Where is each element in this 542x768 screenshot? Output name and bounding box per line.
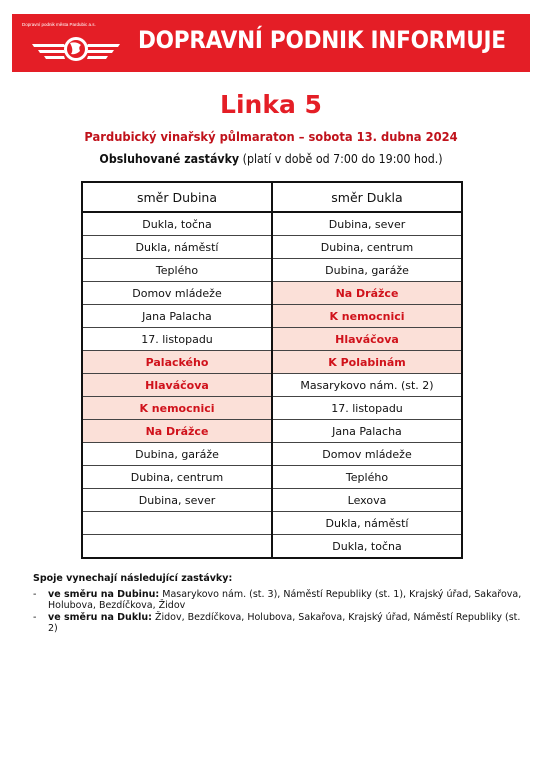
stop-cell-dubina: Teplého [82,259,272,282]
table-row [82,305,462,328]
table-row [82,259,462,282]
table-row [82,420,462,443]
stops-table [81,181,463,559]
header-banner [12,14,530,72]
company-caption: Dopravní podnik města Pardubic a.s. [22,22,96,27]
company-logo [20,20,130,68]
header-title: DOPRAVNÍ PODNIK INFORMUJE [138,26,506,54]
stop-cell-dubina: Jana Palacha [82,305,272,328]
event-subtitle: Pardubický vinařský půlmaraton – sobota 13. dubna 2024 [84,129,458,144]
table-row [82,212,462,236]
skipped-stops-section [33,573,523,635]
stop-cell-dubina [82,512,272,535]
table-row [82,535,462,559]
skipped-stops-list: Masarykovo nám. (st. 3), Náměstí Republiky (st. 1), Krajský úřad, Sakařova, Holubova, Bezdíčkova, Židov [48,588,522,611]
table-row [82,328,462,351]
table-row [82,443,462,466]
table-row [82,236,462,259]
stop-cell-dubina: K nemocnici [82,397,272,420]
stop-cell-dukla: Dukla, točna [272,535,462,559]
stop-cell-dukla: Dubina, sever [272,212,462,236]
stop-cell-dubina: Hlaváčova [82,374,272,397]
table-row [82,374,462,397]
skipped-direction-label: ve směru na Duklu: [48,611,152,623]
stop-cell-dukla: Teplého [272,466,462,489]
skipped-stops-item-dukla [33,612,523,635]
dpmp-winged-logo-icon [30,32,122,66]
table-row [82,489,462,512]
stop-cell-dubina: Dubina, garáže [82,443,272,466]
served-stops-label: Obsluhované zastávky [99,152,240,166]
stop-cell-dukla: Jana Palacha [272,420,462,443]
served-stops-caption [22,152,521,166]
stop-cell-dubina: Dukla, náměstí [82,236,272,259]
stop-cell-dukla: Na Drážce [272,282,462,305]
list-dash: - [33,588,37,600]
stop-cell-dukla: K nemocnici [272,305,462,328]
stop-cell-dubina: 17. listopadu [82,328,272,351]
stop-cell-dubina: Domov mládeže [82,282,272,305]
column-header-dubina: směr Dubina [82,182,272,212]
page-title: Linka 5 [220,90,322,119]
skipped-stops-heading: Spoje vynechají následující zastávky: [33,573,233,584]
stop-cell-dukla: Masarykovo nám. (st. 2) [272,374,462,397]
skipped-stops-list: Židov, Bezdíčkova, Holubova, Sakařova, Krajský úřad, Náměstí Republiky (st. 2) [48,611,521,634]
stop-cell-dubina [82,535,272,559]
table-row [82,397,462,420]
table-header-row [82,182,462,212]
table-row [82,466,462,489]
table-row [82,351,462,374]
stop-cell-dukla: 17. listopadu [272,397,462,420]
stop-cell-dukla: Hlaváčova [272,328,462,351]
table-row [82,512,462,535]
stop-cell-dubina: Dubina, sever [82,489,272,512]
stop-cell-dukla: Lexova [272,489,462,512]
stop-cell-dukla: Dubina, centrum [272,236,462,259]
stop-cell-dubina: Dubina, centrum [82,466,272,489]
stop-cell-dubina: Dukla, točna [82,212,272,236]
skipped-stops-item-dubina [33,589,523,612]
stop-cell-dubina: Na Drážce [82,420,272,443]
table-row [82,282,462,305]
column-header-dukla: směr Dukla [272,182,462,212]
stop-cell-dubina: Palackého [82,351,272,374]
stop-cell-dukla: Domov mládeže [272,443,462,466]
stop-cell-dukla: K Polabinám [272,351,462,374]
list-dash: - [33,611,37,623]
stop-cell-dukla: Dubina, garáže [272,259,462,282]
stop-cell-dukla: Dukla, náměstí [272,512,462,535]
skipped-direction-label: ve směru na Dubinu: [48,588,160,600]
stops-table-body [82,212,462,558]
served-stops-note: (platí v době od 7:00 do 19:00 hod.) [242,152,443,166]
